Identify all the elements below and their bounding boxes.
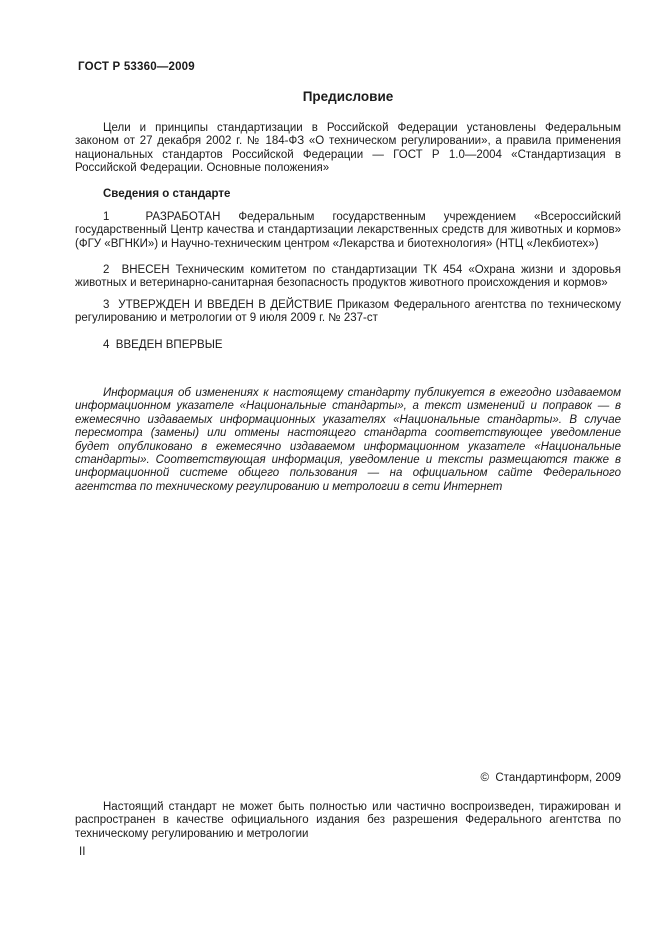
page-title: Предисловие [302, 89, 394, 104]
standard-info-item-submitted: 2 ВНЕСЕН Техническим комитетом по стандартизации ТК 454 «Охрана жизни и здоровья животных и ветеринарно-санитарная безопасность продуктов животного происхождения и кормов» [75, 264, 621, 290]
info-heading: Сведения о стандарте [103, 188, 231, 200]
copyright-line: © Стандартинформ, 2009 [480, 772, 621, 784]
standard-info-item-approved: 3 УТВЕРЖДЕН И ВВЕДЕН В ДЕЙСТВИЕ Приказом Федерального агентства по техническому регулированию и метрологии от 9 июля 2009 г. № 237-ст [75, 299, 621, 325]
standard-info-item-developed: 1 РАЗРАБОТАН Федеральным государственным учреждением «Всероссийский государственный Центр качества и стандартизации лекарственных средств для животных и кормов» (ФГУ «ВГНКИ») и Научно-техническим центром «Лекарства и биотехнология» (НТЦ «Лекбиотех») [75, 211, 621, 250]
doc-code: ГОСТ Р 53360—2009 [78, 61, 195, 73]
page-number: II [79, 846, 86, 858]
amendments-note-paragraph: Информация об изменениях к настоящему стандарту публикуется в ежегодно издаваемом информационном указателе «Национальные стандарты», а текст изменений и поправок — в ежемесячно издаваемых информационных указателях «Национальные стандарты». В случае пересмотра (замены) или отмены настоящего стандарта соответствующее уведомление будет опубликовано в ежемесячно издаваемом информационном указателе «Национальные стандарты». Соответствующая информация, уведомление и тексты размещаются также в информационной системе общего пользования — на официальном сайте Федерального агентства по техническому регулированию и метрологии в сети Интернет [75, 387, 621, 493]
reproduction-restriction-paragraph: Настоящий стандарт не может быть полностью или частично воспроизведен, тиражирован и распространен в качестве официального издания без разрешения Федерального агентства по техническому регулированию и метрологии [75, 801, 621, 840]
standard-info-item-first-edition: 4 ВВЕДЕН ВПЕРВЫЕ [103, 339, 223, 351]
intro-paragraph: Цели и принципы стандартизации в Российской Федерации установлены Федеральным законом от 27 декабря 2002 г. № 184-ФЗ «О техническом регулировании», а правила применения национальных стандартов Российской Федерации — ГОСТ Р 1.0—2004 «Стандартизация в Российской Федерации. Основные положения» [75, 122, 621, 175]
